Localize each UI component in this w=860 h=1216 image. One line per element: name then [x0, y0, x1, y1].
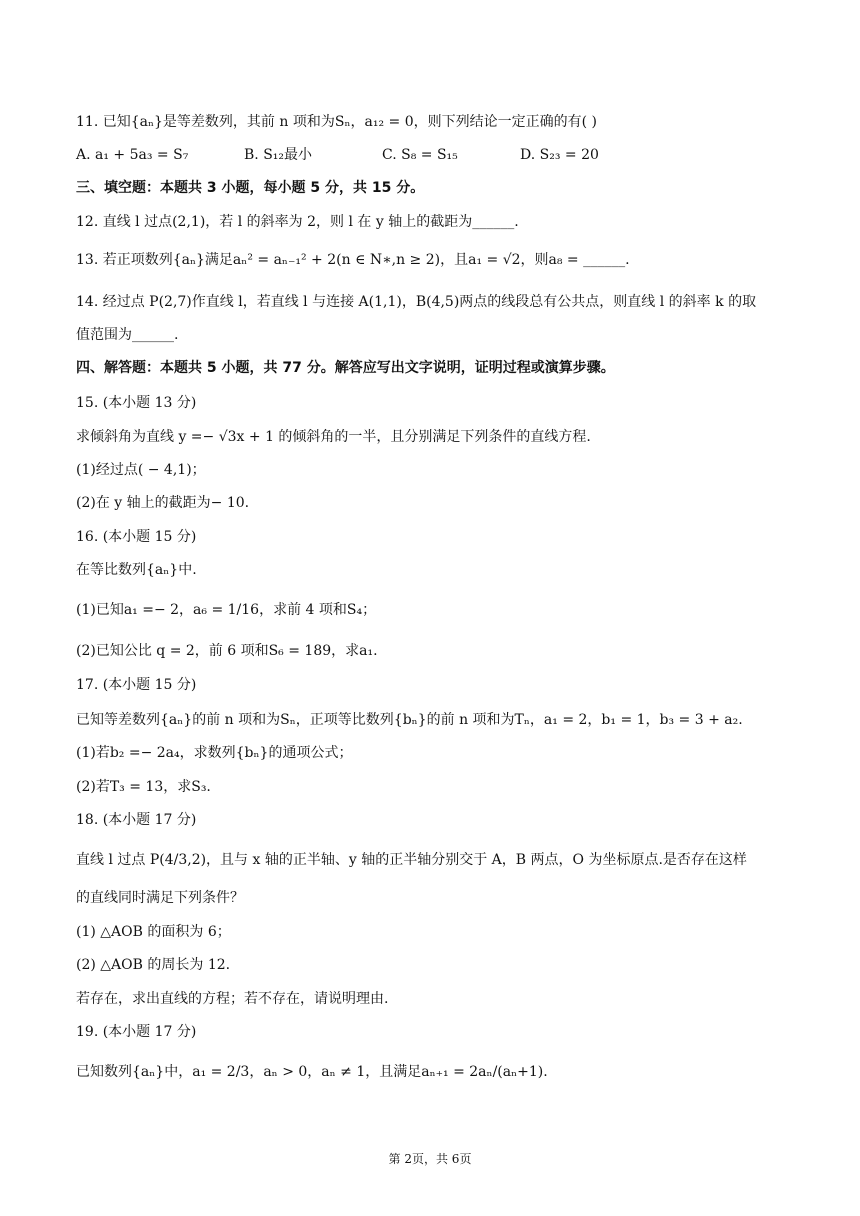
question-16-part1: (1)已知a₁ =− 2，a₆ = 1/16，求前 4 项和S₄；: [76, 602, 377, 618]
question-17-stem: 已知等差数列{aₙ}的前 n 项和为Sₙ，正项等比数列{bₙ}的前 n 项和为Tₙ，a₁ = 2，b₁ = 1，b₃ = 3 + a₂.: [76, 712, 743, 728]
section-answer-heading: 四、解答题：本题共 5 小题，共 77 分。解答应写出文字说明，证明过程或演算步骤。: [76, 360, 615, 376]
question-18-stem-line2: 的直线同时满足下列条件？: [76, 890, 244, 906]
question-16-part2: (2)已知公比 q = 2，前 6 项和S₆ = 189，求a₁.: [76, 643, 378, 659]
question-18-cond2: (2) △AOB 的周长为 12.: [76, 957, 231, 973]
question-15-part2: (2)在 y 轴上的截距为− 10.: [76, 495, 250, 511]
section-fill-in-heading: 三、填空题：本题共 3 小题，每小题 5 分，共 15 分。: [76, 180, 425, 196]
question-18-stem-line1: 直线 l 过点 P(4/3,2)，且与 x 轴的正半轴、y 轴的正半轴分别交于 A，B 两点，O 为坐标原点.是否存在这样: [76, 852, 747, 868]
option-d: D. S₂₃ = 20: [520, 147, 599, 163]
question-17-header: 17. (本小题 15 分): [76, 677, 197, 693]
question-18-header: 18. (本小题 17 分): [76, 812, 197, 828]
question-19-stem: 已知数列{aₙ}中，a₁ = 2/3，aₙ > 0，aₙ ≠ 1，且满足aₙ₊₁ = 2aₙ/(aₙ+1).: [76, 1064, 548, 1080]
question-14-line2: 值范围为______.: [76, 327, 179, 343]
question-17-part2: (2)若T₃ = 13，求S₃.: [76, 779, 211, 795]
option-a: A. a₁ + 5a₃ = S₇: [76, 147, 189, 163]
question-15-header: 15. (本小题 13 分): [76, 395, 197, 411]
question-13: 13. 若正项数列{aₙ}满足aₙ² = aₙ₋₁² + 2(n ∈ N∗,n ≥ 2)，且a₁ = √2，则a₈ = ______.: [76, 252, 630, 268]
page-footer: 第 2页，共 6页: [388, 1152, 472, 1166]
question-18-ask: 若存在，求出直线的方程；若不存在，请说明理由.: [76, 991, 389, 1007]
question-15-stem: 求倾斜角为直线 y =− √3x + 1 的倾斜角的一半，且分别满足下列条件的直线方程.: [76, 429, 591, 445]
question-16-stem: 在等比数列{aₙ}中.: [76, 562, 197, 578]
question-15-part1: (1)经过点( − 4,1)；: [76, 462, 206, 478]
question-14-line1: 14. 经过点 P(2,7)作直线 l，若直线 l 与连接 A(1,1)，B(4,5)两点的线段总有公共点，则直线 l 的斜率 k 的取: [76, 294, 757, 310]
question-12: 12. 直线 l 过点(2,1)，若 l 的斜率为 2，则 l 在 y 轴上的截距为______.: [76, 214, 519, 230]
question-11: 11. 已知{aₙ}是等差数列，其前 n 项和为Sₙ，a₁₂ = 0，则下列结论一定正确的有( ): [76, 114, 597, 130]
question-18-cond1: (1) △AOB 的面积为 6；: [76, 924, 231, 940]
question-17-part1: (1)若b₂ =− 2a₄，求数列{bₙ}的通项公式；: [76, 745, 353, 761]
option-c: C. S₈ = S₁₅: [382, 147, 458, 163]
question-19-header: 19. (本小题 17 分): [76, 1024, 197, 1040]
option-b: B. S₁₂最小: [244, 147, 313, 163]
question-16-header: 16. (本小题 15 分): [76, 529, 197, 545]
